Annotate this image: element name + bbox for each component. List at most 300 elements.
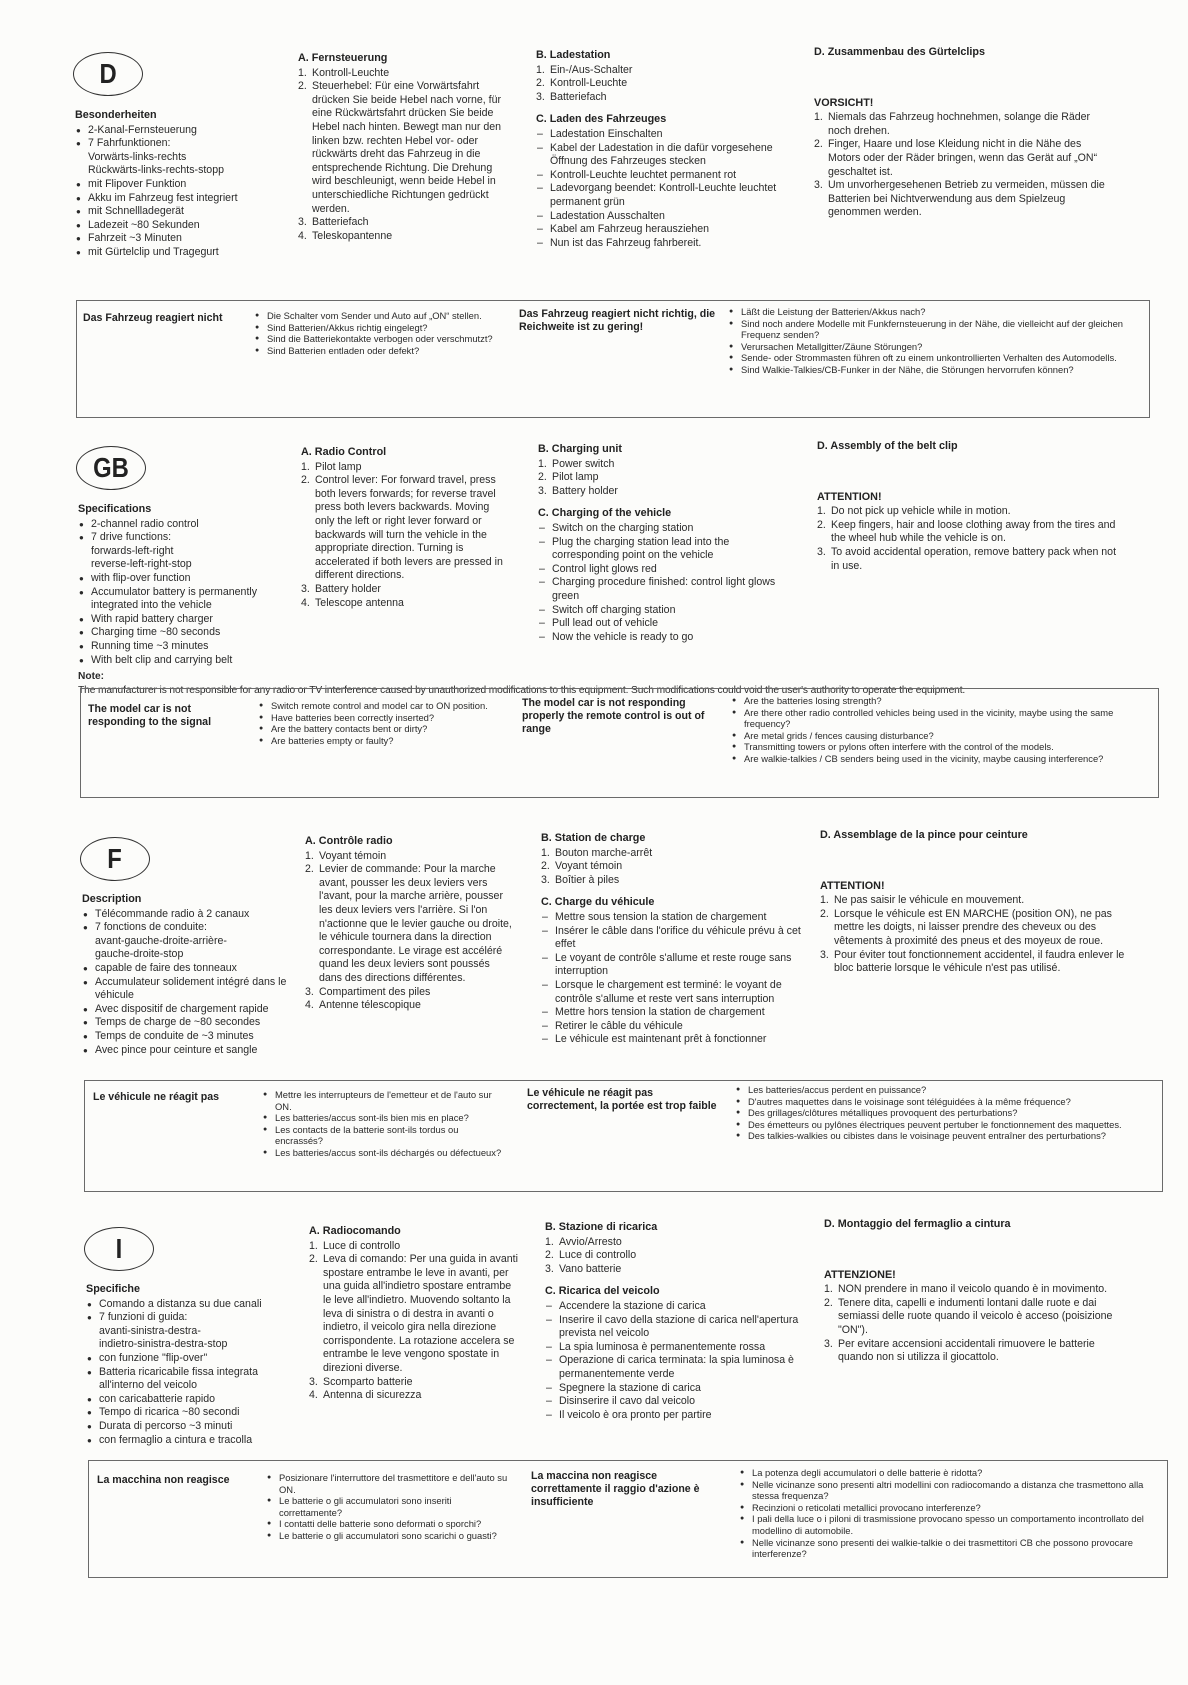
list-item <box>258 723 498 735</box>
list-item <box>545 1395 805 1409</box>
charging-title-fr: C. Charge du véhicule <box>541 896 655 909</box>
list-item-text: La spia luminosa è permanentemente rossa <box>559 1340 766 1353</box>
list-item <box>309 1376 519 1390</box>
troubleshoot-q2-de: Das Fahrzeug reagiert nicht richtig, die Reichweite ist zu gering! <box>519 308 716 333</box>
list-item <box>541 847 801 861</box>
list-item-text: Le voyant de contrôle s'allume et reste rouge sans interruption <box>555 951 792 978</box>
list-item-text: Charging time ~80 seconds <box>91 626 221 639</box>
list-item-text: With belt clip and carrying belt <box>91 653 233 666</box>
list-item <box>82 908 297 922</box>
list-item <box>735 1130 1155 1142</box>
list-item-number: 3. <box>545 1262 554 1275</box>
features-title-it: Specifiche <box>86 1283 141 1295</box>
list-item-text: 7 fonctions de conduite: avant-gauche-droite-arrière- gauche-droite-stop <box>95 921 227 961</box>
list-item <box>820 908 1125 949</box>
list-item-text: Transmitting towers or pylons often interfere with the control of the models. <box>744 741 1054 753</box>
list-item <box>817 505 1117 519</box>
list-item <box>305 999 515 1013</box>
list-item <box>75 124 275 138</box>
list-item-text: con caricabatterie rapido <box>99 1392 216 1405</box>
remote-title-gb: A. Radio Control <box>301 446 387 458</box>
list-item-text: Kontroll-Leuchte <box>312 66 390 79</box>
list-item-text: Plug the charging station lead into the corresponding point on the vehicle <box>552 535 730 562</box>
list-item-number: 3. <box>538 484 547 497</box>
list-item <box>298 80 503 216</box>
troubleshoot-q2-it: La maccina non reagisce correttamente il raggio d'azione è insufficiente <box>531 1470 700 1508</box>
list-item-text: Switch on the charging station <box>552 521 694 534</box>
charging-fr <box>541 832 801 1047</box>
language-badge-de: D <box>73 52 143 96</box>
list-item-text: 7 Fahrfunktionen: Vorwärts-links-rechts Rückwärts-links-rechts-stopp <box>88 137 224 177</box>
list-item <box>86 1366 301 1393</box>
clip-gb <box>817 440 1117 573</box>
list-item <box>536 64 791 78</box>
clip-fr <box>820 829 1125 976</box>
charging-list-de <box>536 128 791 250</box>
list-item-text: Nelle vicinanze sono presenti dei walkie-talkie o dei trasmettitori CB che possono provocare interferenze? <box>752 1536 1133 1560</box>
caution-list-gb <box>817 505 1117 573</box>
list-item <box>82 1030 297 1044</box>
list-item-text: Niemals das Fahrzeug hochnehmen, solange die Räder noch drehen. <box>828 111 1091 137</box>
list-item <box>731 695 1151 707</box>
list-item-text: Operazione di carica terminata: la spia luminosa è permanentemente verde <box>559 1354 794 1380</box>
list-item-text: D'autres maquettes dans le voisinage sont téléguidées à la même fréquence? <box>748 1095 1071 1107</box>
list-item-text: Antenne télescopique <box>319 999 421 1012</box>
list-item <box>301 461 506 475</box>
list-item <box>86 1406 301 1420</box>
list-item <box>545 1354 805 1381</box>
caution-list-fr <box>820 894 1125 976</box>
list-item-text: Il veicolo è ora pronto per partire <box>559 1408 712 1421</box>
list-item-text: Are the batteries losing strength? <box>744 695 882 706</box>
charging-list-gb <box>538 522 793 644</box>
list-item-number: 2. <box>541 860 550 873</box>
list-item <box>536 91 791 105</box>
list-item <box>86 1393 301 1407</box>
list-item-text: To avoid accidental operation, remove battery pack when not in use. <box>831 545 1117 572</box>
list-item-text: capable de faire des tonneaux <box>95 961 237 974</box>
features-gb <box>78 503 288 667</box>
list-item-number: 2. <box>545 1249 554 1262</box>
list-item <box>75 192 275 206</box>
list-item-number: 2. <box>817 518 826 531</box>
list-item-text: Are walkie-talkies / CB senders being used in the vicinity, maybe causing interference? <box>744 752 1104 764</box>
list-item-text: Kontroll-Leuchte <box>550 77 628 90</box>
charging-title-gb: C. Charging of the vehicle <box>538 507 672 520</box>
list-item-text: Accumulator battery is permanently integrated into the vehicle <box>91 585 258 612</box>
list-item <box>266 1518 511 1530</box>
remote-title-fr: A. Contrôle radio <box>305 835 393 847</box>
list-item-number: 3. <box>541 873 550 886</box>
list-item-text: Are batteries empty or faulty? <box>271 734 394 746</box>
station-title-de: B. Ladestation <box>536 49 611 61</box>
list-item <box>541 874 801 888</box>
list-item <box>731 707 1151 730</box>
list-item-number: 3. <box>817 545 826 558</box>
list-item <box>75 219 275 233</box>
caution-title-gb: ATTENTION! <box>817 490 882 503</box>
list-item <box>538 485 793 499</box>
list-item <box>541 1006 801 1020</box>
list-item <box>75 232 275 246</box>
list-item-text: Nelle vicinanze sono presenti altri modellini con radiocomando a distanza che trasmettono alla stessa frequenza? <box>752 1478 1144 1502</box>
list-item-text: Kabel der Ladestation in die dafür vorgesehene Öffnung des Fahrzeuges stecken <box>550 141 773 168</box>
list-item-text: 2-Kanal-Fernsteuerung <box>88 123 197 136</box>
list-item <box>545 1409 805 1423</box>
list-item-text: Temps de charge de ~80 secondes <box>95 1016 261 1029</box>
list-item-text: Per evitare accensioni accidentali rimuovere le batterie quando non si utilizza il giocattolo. <box>838 1337 1095 1364</box>
troubleshoot-a2-de <box>728 306 1143 376</box>
list-item-text: Spegnere la stazione di carica <box>559 1381 701 1394</box>
list-item-text: Durata di percorso ~3 minuti <box>99 1419 233 1432</box>
remote-list-gb <box>301 461 506 611</box>
station-list-de <box>536 64 791 105</box>
list-item-text: Le batterie o gli accumulatori sono scarichi o guasti? <box>279 1529 497 1541</box>
list-item-number: 3. <box>820 948 829 961</box>
list-item-text: Pilot lamp <box>315 460 362 473</box>
clip-title-it: D. Montaggio del fermaglio a cintura <box>824 1218 1011 1230</box>
list-item <box>75 178 275 192</box>
list-item <box>739 1537 1159 1560</box>
caution-title-fr: ATTENTION! <box>820 879 885 892</box>
note-text-gb: The manufacturer is not responsible for any radio or TV interference caused by unauthorized modifications to this equipment. Such modifications could void the user's authority to operate the equipment. <box>78 684 966 696</box>
list-item-text: NON prendere in mano il veicolo quando è in movimento. <box>838 1283 1108 1296</box>
troubleshoot-q1-de: Das Fahrzeug reagiert nicht <box>83 312 223 324</box>
list-item <box>541 1033 801 1047</box>
list-item <box>545 1382 805 1396</box>
list-item-text: Voyant témoin <box>319 849 387 862</box>
list-item <box>538 617 793 631</box>
list-item-text: Disinserire il cavo dal veicolo <box>559 1395 696 1408</box>
list-item <box>258 700 498 712</box>
list-item-text: Mettre sous tension la station de chargement <box>555 910 767 923</box>
list-item <box>536 210 791 224</box>
troubleshoot-a2-gb <box>731 695 1151 765</box>
caution-list-it <box>824 1283 1129 1365</box>
list-item <box>82 976 297 1003</box>
list-item-text: Ne pas saisir le véhicule en mouvement. <box>834 894 1025 907</box>
troubleshoot-a2-fr <box>735 1084 1155 1142</box>
list-item-number: 1. <box>820 894 829 907</box>
list-item-text: con funzione "flip-over" <box>99 1351 208 1364</box>
list-item-number: 2. <box>538 471 547 484</box>
list-item <box>305 986 515 1000</box>
list-item <box>254 322 494 334</box>
list-item <box>541 1020 801 1034</box>
list-item <box>538 471 793 485</box>
list-item-text: Antenna di sicurezza <box>323 1389 422 1402</box>
list-item-text: Des talkies-walkies ou cibistes dans le voisinage peuvent entraîner des perturbations? <box>748 1130 1107 1142</box>
list-item-text: Control lever: For forward travel, press both levers forwards; for reverse travel press both levers backwards. Moving only the left or right lever forward or backwards will turn the vehicle in the appropriate direction. Turning is accelerated if both levers are pressed in different directions. <box>315 474 503 582</box>
clip-title-de: D. Zusammenbau des Gürtelclips <box>814 46 985 58</box>
list-item <box>728 341 1143 353</box>
list-item-text: Sind Batterien/Akkus richtig eingelegt? <box>267 321 428 333</box>
list-item <box>728 318 1143 341</box>
list-item <box>538 522 793 536</box>
station-list-it <box>545 1236 805 1277</box>
list-item-text: Comando a distanza su due canali <box>99 1297 262 1310</box>
charging-gb <box>538 443 793 644</box>
list-item-text: Sind noch andere Modelle mit Funkfernsteuerung in der Nähe, die vielleicht auf der gleichen Frequenz senden? <box>741 317 1123 341</box>
list-item-number: 2. <box>309 1253 318 1266</box>
list-item <box>78 640 288 654</box>
list-item <box>739 1513 1159 1536</box>
list-item-text: 7 funzioni di guida: avanti-sinistra-destra- indietro-sinistra-destra-stop <box>99 1311 228 1351</box>
clip-it <box>824 1218 1129 1365</box>
list-item <box>309 1389 519 1403</box>
list-item-number: 4. <box>298 229 307 242</box>
list-item <box>545 1236 805 1250</box>
list-item-text: Recinzioni o reticolati metallici provocano interferenze? <box>752 1501 981 1513</box>
list-item <box>266 1495 511 1518</box>
list-item <box>86 1352 301 1366</box>
list-item <box>538 604 793 618</box>
list-item-text: Insérer le câble dans l'orifice du véhicule prévu à cet effet <box>555 924 801 951</box>
list-item-text: Ladestation Einschalten <box>550 127 663 140</box>
list-item-text: Sind die Batteriekontakte verbogen oder verschmutzt? <box>267 333 493 345</box>
list-item-text: Switch off charging station <box>552 603 676 616</box>
note-title-gb: Note: <box>78 671 105 682</box>
list-item-number: 4. <box>301 596 310 609</box>
list-item-text: mit Schnellladegerät <box>88 205 184 218</box>
list-item-text: con fermaglio a cintura e tracolla <box>99 1433 253 1446</box>
list-item <box>298 230 503 244</box>
troubleshoot-a1-de <box>254 310 494 356</box>
remote-list-de <box>298 67 503 244</box>
list-item <box>728 306 1143 318</box>
list-item-number: 2. <box>298 80 307 93</box>
caution-title-it: ATTENZIONE! <box>824 1268 896 1281</box>
list-item-number: 3. <box>309 1375 318 1388</box>
list-item-text: Scomparto batterie <box>323 1375 413 1388</box>
features-title-fr: Description <box>82 893 142 905</box>
list-item-text: Kontroll-Leuchte leuchtet permanent rot <box>550 168 737 181</box>
list-item <box>82 1044 297 1058</box>
list-item-text: Leva di comando: Per una guida in avanti spostare entrambe le leve in avanti, per una guida all'indietro spostare entrambe le leve all'indietro. Muovendo soltanto la leva di sinistra o di destra in avanti o indietro, il veicolo gira nella direzione corrispondente. La rotazione accelera se entrambe le leve vengono spostate in direzioni diverse. <box>323 1253 518 1374</box>
list-item <box>820 949 1125 976</box>
list-item-number: 1. <box>536 63 545 76</box>
list-item <box>254 310 494 322</box>
list-item <box>541 979 801 1006</box>
list-item <box>75 137 275 178</box>
list-item-text: Mettre hors tension la station de chargement <box>555 1006 765 1019</box>
list-item <box>538 536 793 563</box>
list-item-text: Switch remote control and model car to ON position. <box>271 700 488 711</box>
list-item-text: Boîtier à piles <box>555 873 620 886</box>
list-item-text: Inserire il cavo della stazione di carica nell'apertura prevista nel veicolo <box>559 1313 799 1340</box>
list-item <box>262 1089 502 1112</box>
list-item <box>536 128 791 142</box>
list-item <box>86 1311 301 1352</box>
remote-de <box>298 52 503 243</box>
list-item-text: Die Schalter vom Sender und Auto auf „ON“ stellen. <box>267 310 482 321</box>
list-item-text: Vano batterie <box>559 1262 622 1275</box>
list-item-text: Sende- oder Strommasten führen oft zu einem unkontrollierten Verhalten des Automodells. <box>741 352 1117 364</box>
list-item-number: 3. <box>298 216 307 229</box>
list-item <box>545 1249 805 1263</box>
remote-list-fr <box>305 850 515 1013</box>
list-item <box>731 753 1151 765</box>
remote-title-it: A. Radiocomando <box>309 1225 401 1237</box>
list-item <box>735 1084 1155 1096</box>
list-item <box>75 246 275 260</box>
list-item-number: 2. <box>301 474 310 487</box>
list-item <box>78 626 288 640</box>
charging-title-it: C. Ricarica del veicolo <box>545 1285 660 1298</box>
list-item <box>266 1530 511 1542</box>
features-list-fr <box>82 908 297 1058</box>
remote-it <box>309 1225 519 1403</box>
list-item-text: Ladestation Ausschalten <box>550 209 665 222</box>
language-badge-fr: F <box>80 837 150 881</box>
list-item <box>301 583 506 597</box>
list-item <box>545 1314 805 1341</box>
list-item-text: Mettre les interrupteurs de l'emetteur et de l'auto sur ON. <box>275 1089 492 1112</box>
troubleshoot-a1-gb <box>258 700 498 746</box>
list-item-text: Running time ~3 minutes <box>91 639 209 652</box>
list-item <box>824 1338 1129 1365</box>
list-item-number: 1. <box>824 1283 833 1296</box>
list-item-text: Ladevorgang beendet: Kontroll-Leuchte leuchtet permanent grün <box>550 182 777 208</box>
list-item-text: La potenza degli accumulatori o delle batterie è ridotta? <box>752 1467 983 1478</box>
list-item-number: 1. <box>305 849 314 862</box>
list-item <box>824 1297 1129 1338</box>
list-item <box>305 863 515 985</box>
list-item <box>536 142 791 169</box>
remote-gb <box>301 446 506 610</box>
list-item-number: 2. <box>536 77 545 90</box>
list-item <box>536 237 791 251</box>
charging-it <box>545 1221 805 1422</box>
list-item <box>78 531 288 572</box>
station-list-fr <box>541 847 801 888</box>
list-item-number: 1. <box>309 1239 318 1252</box>
charging-title-de: C. Laden des Fahrzeuges <box>536 113 667 126</box>
list-item <box>817 546 1117 573</box>
list-item <box>739 1502 1159 1514</box>
list-item-text: Um unvorhergesehenen Betrieb zu vermeiden, müssen die Batterien bei Nichtverwendung aus dem Spielzeug genommen werden. <box>828 179 1105 219</box>
list-item-number: 1. <box>545 1235 554 1248</box>
list-item-text: Ein-/Aus-Schalter <box>550 63 633 76</box>
list-item <box>301 597 506 611</box>
caution-title-de: VORSICHT! <box>814 96 874 109</box>
list-item-text: Are there other radio controlled vehicles being used in the vicinity, maybe using the same frequency? <box>744 706 1114 730</box>
list-item-text: Voyant témoin <box>555 860 623 873</box>
list-item-number: 2. <box>305 863 314 876</box>
list-item-text: Les contacts de la batterie sont-ils tordus ou encrassés? <box>275 1123 459 1147</box>
troubleshoot-a2-it <box>739 1467 1159 1560</box>
list-item <box>541 911 801 925</box>
list-item <box>78 613 288 627</box>
list-item-text: Telescope antenna <box>315 596 404 609</box>
list-item-text: mit Flipover Funktion <box>88 177 187 190</box>
list-item-text: Lorsque le véhicule est EN MARCHE (position ON), ne pas mettre les doigts, ni laisser prendre des cheveux ou des vêtements à proximité des pneus et des moyeux de roue. <box>834 907 1112 947</box>
list-item-text: Des émetteurs ou pylônes électriques peuvent pertuber le fonctionnement des maquettes. <box>748 1118 1122 1130</box>
list-item <box>824 1283 1129 1297</box>
list-item <box>78 654 288 668</box>
list-item <box>301 474 506 583</box>
charging-de <box>536 49 791 250</box>
charging-list-fr <box>541 911 801 1047</box>
list-item-text: Kabel am Fahrzeug herausziehen <box>550 223 710 236</box>
list-item-text: Des grillages/clôtures métalliques provoquent des perturbations? <box>748 1107 1018 1119</box>
list-item-text: Retirer le câble du véhicule <box>555 1019 683 1032</box>
list-item-text: Nun ist das Fahrzeug fahrbereit. <box>550 236 702 249</box>
list-item-text: Accendere la stazione di carica <box>559 1299 706 1312</box>
list-item <box>86 1298 301 1312</box>
troubleshoot-q1-fr: Le véhicule ne réagit pas <box>93 1091 219 1103</box>
list-item-text: Batteriefach <box>312 216 369 229</box>
list-item-text: Batteria ricaricabile fissa integrata all'interno del veicolo <box>99 1365 258 1392</box>
list-item <box>266 1472 511 1495</box>
list-item <box>258 712 498 724</box>
features-title-de: Besonderheiten <box>75 109 157 121</box>
list-item-number: 4. <box>305 999 314 1012</box>
list-item <box>262 1124 502 1147</box>
list-item <box>545 1341 805 1355</box>
list-item-number: 2. <box>820 907 829 920</box>
list-item-text: Levier de commande: Pour la marche avant, pousser les deux leviers vers l'avant, pour la marche arrière, pousser les deux leviers vers l'arrière. Si l'on n'actionne que le levier gauche ou droite, le véhicule tournera dans la direction correspondante. Le virage est accéléré quand les deux leviers sont poussés dans des directions différentes. <box>319 863 512 984</box>
list-item-text: Avvio/Arresto <box>559 1235 622 1248</box>
list-item-text: Teleskopantenne <box>312 229 393 242</box>
list-item <box>86 1420 301 1434</box>
list-item-text: With rapid battery charger <box>91 612 213 625</box>
list-item <box>817 519 1117 546</box>
clip-de <box>814 46 1114 220</box>
list-item <box>545 1263 805 1277</box>
list-item <box>86 1434 301 1448</box>
troubleshoot-q1-it: La macchina non reagisce <box>97 1474 230 1486</box>
list-item-text: Are the battery contacts bent or dirty? <box>271 723 428 735</box>
list-item-text: Läßt die Leistung der Batterien/Akkus nach? <box>741 306 926 317</box>
list-item-text: Le batterie o gli accumulatori sono inseriti correttamente? <box>279 1495 452 1518</box>
list-item-text: Lorsque le chargement est terminé: le voyant de contrôle s'allume et reste vert sans interruption <box>555 978 782 1005</box>
list-item-text: Les batteries/accus sont-ils bien mis en place? <box>275 1112 469 1124</box>
list-item-text: Luce di controllo <box>559 1249 637 1262</box>
list-item-text: Pull lead out of vehicle <box>552 617 659 630</box>
list-item <box>536 223 791 237</box>
list-item-text: Compartiment des piles <box>319 985 431 998</box>
list-item <box>541 952 801 979</box>
list-item-number: 3. <box>305 985 314 998</box>
clip-title-fr: D. Assemblage de la pince pour ceinture <box>820 829 1028 841</box>
list-item <box>728 352 1143 364</box>
list-item <box>814 111 1114 138</box>
list-item <box>82 1016 297 1030</box>
list-item <box>262 1147 502 1159</box>
list-item-text: Tenere dita, capelli e indumenti lontani dalle ruote e dai semiassi delle ruote quando il veicolo è acceso (poisizione "ON"). <box>838 1296 1113 1336</box>
troubleshoot-a1-fr <box>262 1089 502 1159</box>
list-item-text: Fahrzeit ~3 Minuten <box>88 232 182 245</box>
list-item <box>545 1300 805 1314</box>
list-item <box>258 735 498 747</box>
list-item <box>82 921 297 962</box>
features-list-de <box>75 124 275 260</box>
list-item <box>735 1096 1155 1108</box>
station-title-it: B. Stazione di ricarica <box>545 1221 658 1233</box>
list-item-text: Accumulateur solidement intégré dans le véhicule <box>95 975 287 1002</box>
list-item-text: Now the vehicle is ready to go <box>552 630 694 643</box>
list-item <box>538 631 793 645</box>
list-item <box>739 1479 1159 1502</box>
list-item <box>735 1107 1155 1119</box>
list-item <box>262 1112 502 1124</box>
list-item-text: I contatti delle batterie sono deformati o sporchi? <box>279 1518 482 1530</box>
features-fr <box>82 893 297 1057</box>
list-item-number: 1. <box>814 111 823 124</box>
list-item <box>820 894 1125 908</box>
list-item-number: 4. <box>309 1389 318 1402</box>
